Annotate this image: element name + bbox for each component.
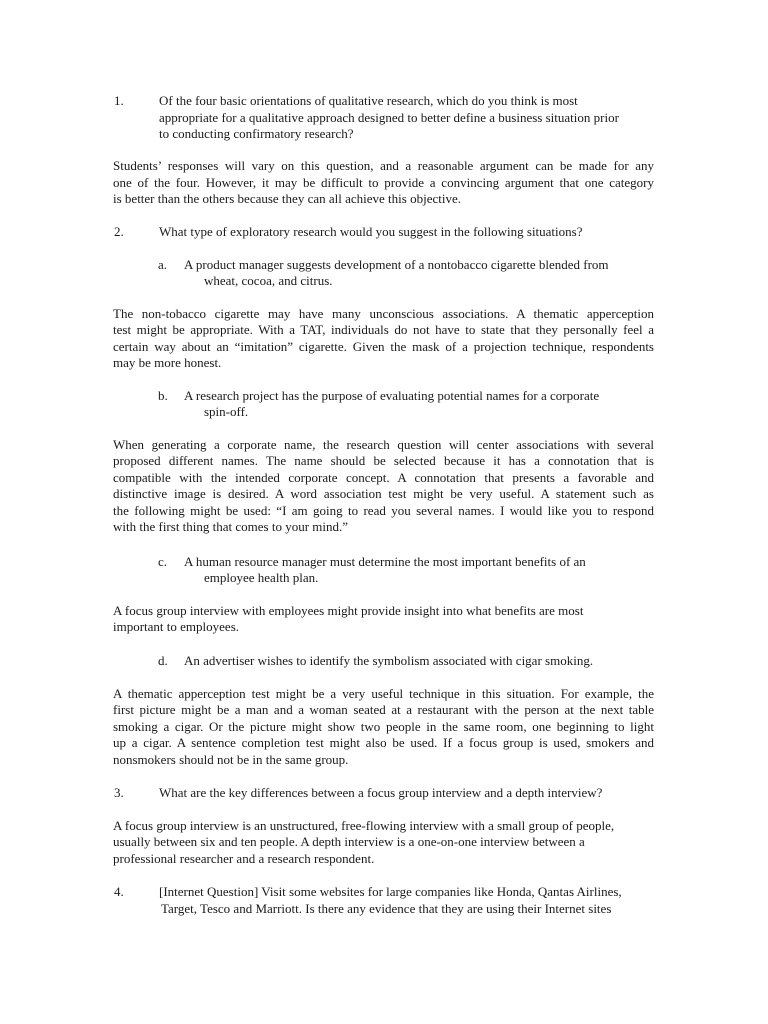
- answer-text: proposed different names. The name should be selected because it has a connotation that is: [113, 453, 654, 468]
- sub-question-letter: d.: [158, 653, 168, 668]
- question-number: 1.: [114, 93, 124, 108]
- sub-question-text: A research project has the purpose of evaluating potential names for a corporate: [184, 388, 600, 403]
- answer-text: smoking a cigar. Or the picture might show two people in the same room, one beginning to light: [113, 719, 654, 734]
- answer-text: When generating a corporate name, the research question will center associations with several: [113, 437, 654, 452]
- answer-text: A focus group interview is an unstructured, free-flowing interview with a small group of people,: [113, 818, 615, 833]
- answer-text: compatible with the intended corporate concept. A connotation that presents a favorable and: [113, 470, 654, 485]
- answer-text: the following might be used: “I am going to read you several names. I would like you to respond: [113, 503, 654, 518]
- answer-text: nonsmokers should not be in the same group.: [113, 752, 349, 767]
- answer-text: Students’ responses will vary on this question, and a reasonable argument can be made for any: [113, 158, 654, 173]
- sub-question-text: wheat, cocoa, and citrus.: [204, 273, 333, 288]
- question-text: Of the four basic orientations of qualitative research, which do you think is most: [159, 93, 578, 108]
- question-number: 4.: [114, 884, 124, 899]
- answer-text: professional researcher and a research respondent.: [113, 851, 375, 866]
- question-number: 2.: [114, 224, 124, 239]
- answer-text: distinctive image is desired. A word association test might be very useful. A statement such as: [113, 486, 654, 501]
- sub-question-text: An advertiser wishes to identify the symbolism associated with cigar smoking.: [184, 653, 594, 668]
- answer-text: A thematic apperception test might be a very useful technique in this situation. For example, the: [113, 686, 654, 701]
- sub-question-text: A human resource manager must determine the most important benefits of an: [184, 554, 586, 569]
- answer-text: test might be appropriate. With a TAT, individuals do not have to state that they personally feel a: [113, 322, 654, 337]
- answer-text: one of the four. However, it may be difficult to provide a convincing argument that one category: [113, 175, 654, 190]
- answer-text: with the first thing that comes to your mind.”: [113, 519, 349, 534]
- question-number: 3.: [114, 785, 124, 800]
- sub-question-text: A product manager suggests development of a nontobacco cigarette blended from: [184, 257, 609, 272]
- question-text: to conducting confirmatory research?: [159, 126, 354, 141]
- answer-text: usually between six and ten people. A depth interview is a one-on-one interview between a: [113, 834, 585, 849]
- sub-question-letter: a.: [158, 257, 168, 272]
- question-text: Target, Tesco and Marriott. Is there any evidence that they are using their Internet sites: [161, 901, 612, 916]
- answer-text: certain way about an “imitation” cigarette. Given the mask of a projection technique, respondents: [113, 339, 654, 354]
- question-text: appropriate for a qualitative approach designed to better define a business situation prior: [159, 110, 619, 125]
- answer-text: A focus group interview with employees might provide insight into what benefits are most: [113, 603, 584, 618]
- question-text: [Internet Question] Visit some websites for large companies like Honda, Qantas Airlines,: [159, 884, 622, 899]
- sub-question-letter: c.: [158, 554, 168, 569]
- answer-text: important to employees.: [113, 619, 240, 634]
- answer-text: may be more honest.: [113, 355, 222, 370]
- question-text: What are the key differences between a focus group interview and a depth interview?: [159, 785, 603, 800]
- question-text: What type of exploratory research would you suggest in the following situations?: [159, 224, 583, 239]
- sub-question-text: spin-off.: [204, 404, 249, 419]
- sub-question-letter: b.: [158, 388, 168, 403]
- sub-question-text: employee health plan.: [204, 570, 319, 585]
- answer-text: The non-tobacco cigarette may have many unconscious associations. A thematic apperception: [113, 306, 654, 321]
- answer-text: first picture might be a man and a woman seated at a restaurant with the person at the next table: [113, 702, 654, 717]
- answer-text: is better than the others because they can all achieve this objective.: [113, 191, 461, 206]
- answer-text: up a cigar. A sentence completion test might also be used. If a focus group is used, smokers and: [113, 735, 654, 750]
